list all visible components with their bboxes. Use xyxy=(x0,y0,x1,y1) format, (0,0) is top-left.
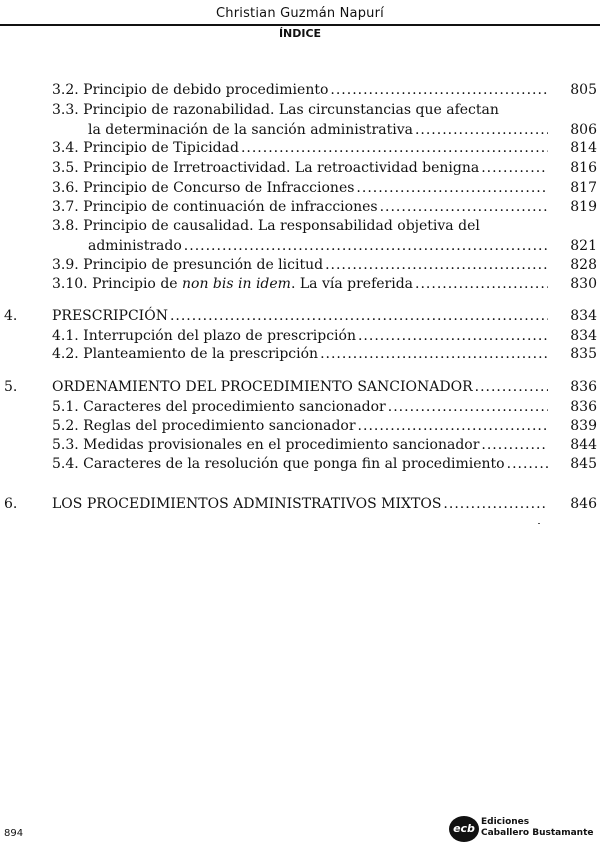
toc-section: PRESCRIPCIÓN ..... xyxy=(52,306,550,326)
running-header-section: ÍNDICE xyxy=(278,27,322,40)
toc-entry: 5.1. Caracteres del procedimiento sancionador ..... xyxy=(52,397,550,417)
toc-page: 828 xyxy=(570,257,597,273)
toc-section: ORDENAMIENTO DEL PROCEDIMIENTO SANCIONADOR ..... xyxy=(52,377,550,397)
toc-page: 806 xyxy=(570,122,597,138)
toc-page: 830 xyxy=(570,276,597,292)
toc-entry-continuation: la determinación de la sanción administrativa ..... xyxy=(88,120,550,140)
toc-page: 814 xyxy=(570,140,597,156)
stray-mark xyxy=(538,523,540,524)
toc-page: 819 xyxy=(570,199,597,215)
running-header-author: Christian Guzmán Napurí xyxy=(216,6,384,21)
toc-page: 835 xyxy=(570,346,597,362)
publisher-name: Ediciones Caballero Bustamante xyxy=(481,817,594,838)
section-number: 5. xyxy=(4,379,18,395)
toc-page: 817 xyxy=(570,180,597,196)
section-number: 6. xyxy=(4,496,18,512)
toc-entry: 3.9. Principio de presunción de licitud ..... xyxy=(52,255,550,275)
toc-section: LOS PROCEDIMIENTOS ADMINISTRATIVOS MIXTOS ..... xyxy=(52,494,550,514)
publisher-logo-icon: ecb xyxy=(449,816,479,842)
latin-phrase: non bis in idem xyxy=(182,276,291,292)
toc-page: 834 xyxy=(570,328,597,344)
header-rule xyxy=(0,24,600,26)
toc-page: 844 xyxy=(570,437,597,453)
toc-page: 821 xyxy=(570,238,597,254)
toc-page: 834 xyxy=(570,308,597,324)
toc-page: 846 xyxy=(570,496,597,512)
toc-page: 805 xyxy=(570,82,597,98)
toc-page: 839 xyxy=(570,418,597,434)
toc-entry: 3.7. Principio de continuación de infracciones ..... xyxy=(52,197,550,217)
toc-entry: 3.5. Principio de Irretroactividad. La retroactividad benigna ..... xyxy=(52,158,550,178)
toc-entry: 4.2. Planteamiento de la prescripción ..... xyxy=(52,344,550,364)
footer-page-number: 894 xyxy=(4,828,24,839)
toc-entry: 3.4. Principio de Tipicidad ..... xyxy=(52,138,550,158)
toc-entry: 3.3. Principio de razonabilidad. Las circunstancias que afectan xyxy=(52,102,499,118)
toc-page: 816 xyxy=(570,160,597,176)
toc-entry: 5.4. Caracteres de la resolución que ponga fin al procedimiento ..... xyxy=(52,454,550,474)
toc-page: 845 xyxy=(570,456,597,472)
toc-entry: 4.1. Interrupción del plazo de prescripción ..... xyxy=(52,326,550,346)
toc-entry: 3.8. Principio de causalidad. La responsabilidad objetiva del xyxy=(52,218,480,234)
toc-entry: 3.10. Principio de non bis in idem. La vía preferida ..... xyxy=(52,274,550,294)
section-number: 4. xyxy=(4,308,18,324)
toc-entry: 3.2. Principio de debido procedimiento ..... xyxy=(52,80,550,100)
toc-entry: 5.3. Medidas provisionales en el procedimiento sancionador ..... xyxy=(52,435,550,455)
toc-entry: 5.2. Reglas del procedimiento sancionador ..... xyxy=(52,416,550,436)
toc-page: 836 xyxy=(570,379,597,395)
toc-entry-continuation: administrado ..... xyxy=(88,236,550,256)
toc-entry: 3.6. Principio de Concurso de Infracciones ..... xyxy=(52,178,550,198)
toc-page: 836 xyxy=(570,399,597,415)
